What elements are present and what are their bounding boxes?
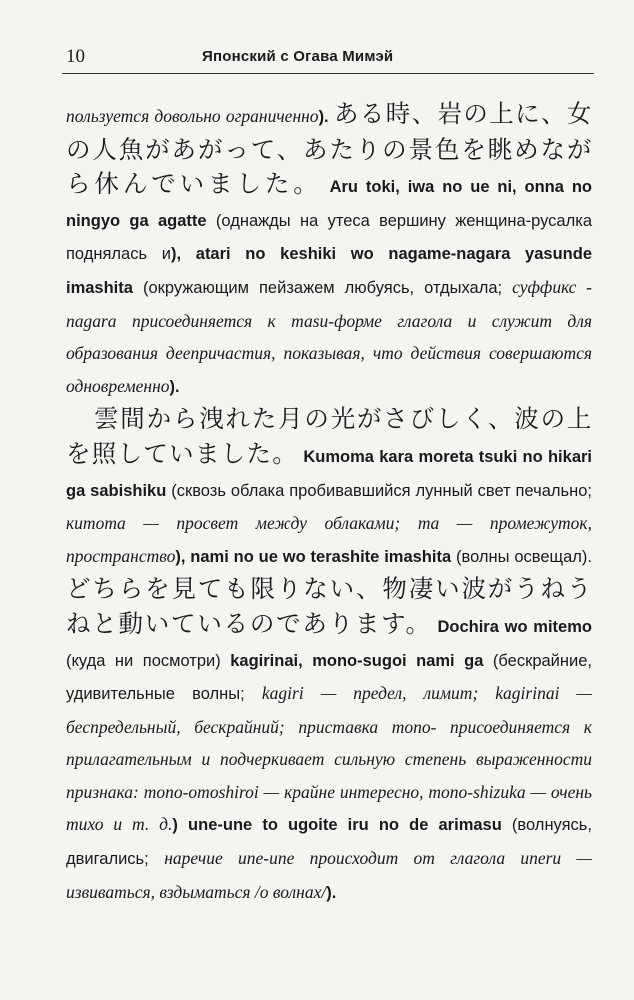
page-header — [66, 44, 590, 70]
punctuation: ), — [175, 547, 191, 566]
commentary-text: пользуется довольно ограниченно — [66, 106, 319, 126]
romaji-text: atari no keshiki wo nagame-nagara yasunde imashita — [66, 245, 593, 297]
punctuation: ). — [169, 377, 180, 396]
running-title: Японский с Огава Мимэй — [202, 48, 394, 65]
translation-text: (волнуясь, двигались; — [66, 816, 592, 869]
header-rule — [62, 73, 594, 74]
page-number: 10 — [66, 46, 85, 67]
romaji-text: une-une to ugoite iru no de arimasu — [188, 816, 512, 835]
punctuation: ). — [318, 108, 335, 126]
paragraph — [66, 98, 592, 403]
punctuation: ). — [326, 883, 337, 902]
japanese-text: ある時、岩の上に、女の人魚があがって、あたりの景色を眺めながら休んでいました。 — [66, 99, 592, 199]
commentary-text: кumoma — просвет между облаками; ma — промежуток, пространство — [66, 513, 592, 566]
translation-text: (бескрайние, удивительные волны; — [66, 651, 592, 704]
commentary-text: суффикс -nagara присоединяется к таsu-форме глагола и служит для образования деепричастия, показывая, что действия совершаются одновременно — [66, 276, 592, 396]
punctuation: ), — [170, 245, 196, 264]
romaji-text: nami no ue wo terashite imashita — [190, 547, 456, 566]
punctuation: ) — [172, 816, 189, 835]
translation-text: (окружающим пейзажем любуясь, отдыхала; — [142, 278, 513, 297]
romaji-text: Aru toki, iwa no ue ni, onna no ningyo ga agatte — [66, 178, 592, 230]
translation-text: (куда ни посмотри) — [66, 651, 231, 670]
paragraph — [66, 403, 592, 909]
translation-text: (сквозь облака пробивавшийся лунный свет печально; — [171, 481, 592, 500]
translation-text: (однажды на утеса вершину женщина-русалка поднялась и — [66, 211, 592, 264]
romaji-text: Kumoma kara moreta tsuki no hikari ga sabishiku — [66, 447, 592, 500]
japanese-text: 雲間から洩れた月の光がさびしく、波の上を照していました。 — [66, 404, 592, 468]
commentary-text: наречие ипе-ипе происходит от глагола uneru — извиваться, вздыматься /о волнах/ — [66, 848, 592, 902]
romaji-text: kagirinai, mono-sugoi nami ga — [230, 651, 493, 670]
commentary-text: kagiri — предел, лимит; kagirinai — беспредельный, бескрайний; приставка топо- присоединяется к прилагательным и подчеркивает сильную степень выраженности признака: топо-omoshiroi — крайне интересно, топо-shizuka — очень тихо и т. д. — [66, 683, 592, 835]
translation-text: (волны освещал). — [456, 547, 592, 566]
body-text — [66, 98, 592, 909]
japanese-text: どちらを見ても限りない、物凄い波がうねうねと動いているのであります。 — [66, 574, 592, 638]
romaji-text: Dochira wo mitemo — [431, 617, 592, 636]
